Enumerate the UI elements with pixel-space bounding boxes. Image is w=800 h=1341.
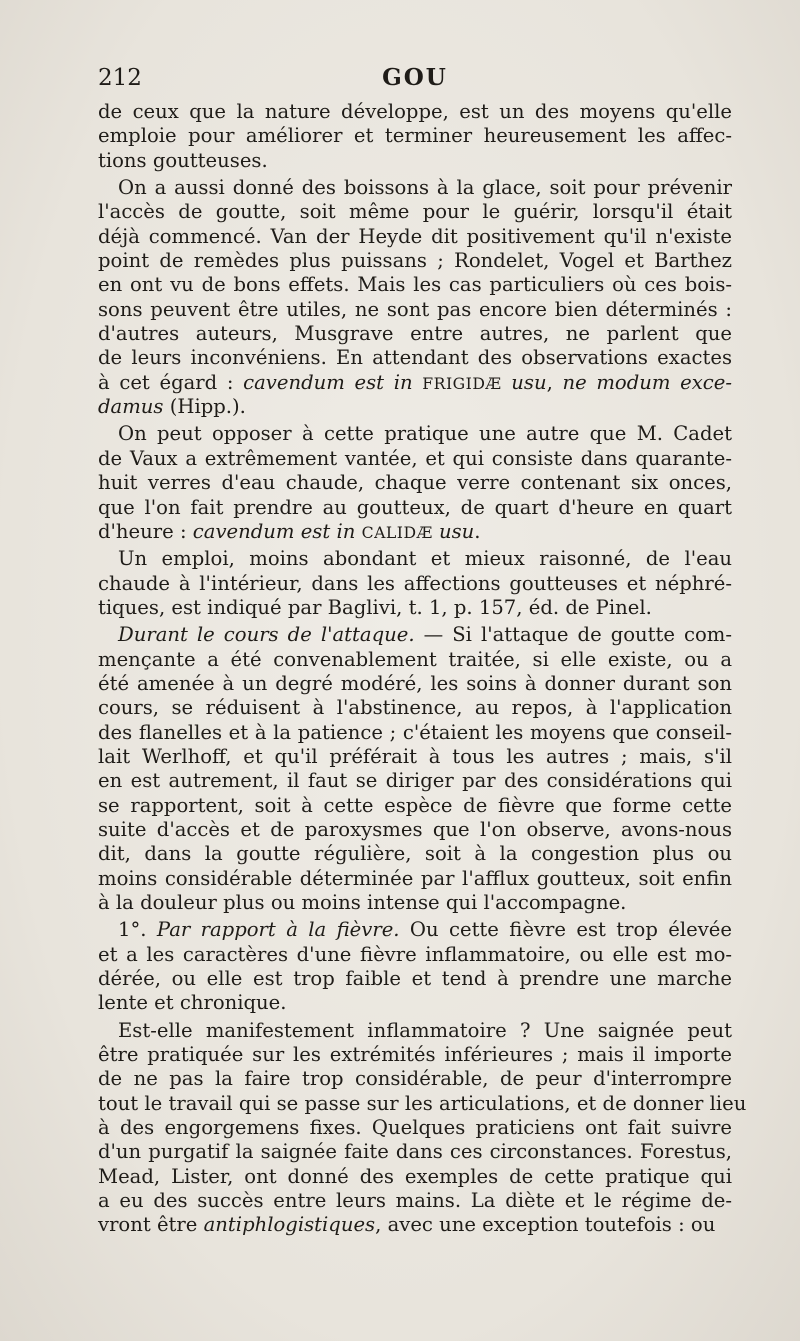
paragraph: [98, 623, 732, 915]
text-line: d'autres auteurs, Musgrave entre autres, ne parlent que: [98, 322, 732, 346]
text-line: des flanelles et à la patience ; c'étaient les moyens que conseil-: [98, 720, 732, 744]
text-line: de leurs inconvéniens. En attendant des observations exactes: [98, 346, 732, 370]
text-line: en ont vu de bons effets. Mais les cas particuliers où ces bois-: [98, 273, 732, 297]
text-line: à la douleur plus ou moins intense qui l'accompagne.: [98, 891, 627, 914]
text-line: Mead, Lister, ont donné des exemples de cette pratique qui: [98, 1164, 732, 1188]
text-line: a eu des succès entre leurs mains. La diète et le régime de-: [98, 1189, 732, 1213]
text-line: vront être antiphlogistiques, avec une exception toutefois : ou: [98, 1213, 716, 1237]
text-line: 1°. Par rapport à la fièvre. Ou cette fièvre est trop élevée: [118, 918, 732, 942]
text-line: d'heure : cavendum est in CALIDÆ usu.: [98, 519, 481, 543]
text-line: Durant le cours de l'attaque. — Si l'attaque de goutte com-: [118, 623, 732, 647]
text-line: à des engorgemens fixes. Quelques praticiens ont fait suivre: [98, 1116, 732, 1140]
text-line: On peut opposer à cette pratique une autre que M. Cadet: [118, 422, 732, 446]
text-line: déjà commencé. Van der Heyde dit positivement qu'il n'existe: [98, 224, 732, 248]
text-line: emploie pour améliorer et terminer heureusement les affec-: [98, 124, 732, 148]
text-line: été amenée à un degré modéré, les soins à donner durant son: [98, 671, 732, 695]
running-head: GOU: [382, 64, 448, 91]
text-line: d'un purgatif la saignée faite dans ces circonstances. Forestus,: [98, 1140, 732, 1164]
text-line: sons peuvent être utiles, ne sont pas encore bien déterminés :: [98, 297, 732, 321]
paragraph: [98, 1018, 747, 1238]
text-line: tions goutteuses.: [98, 148, 268, 172]
text-line: lente et chronique.: [98, 991, 287, 1015]
text-line: chaude à l'intérieur, dans les affections goutteuses et néphré-: [98, 571, 732, 595]
paragraph: [98, 918, 732, 1015]
text-line: On a aussi donné des boissons à la glace, soit pour prévenir: [118, 176, 732, 200]
text-line: de Vaux a extrêmement vantée, et qui consiste dans quarante-: [98, 446, 732, 470]
text-line: en est autrement, il faut se diriger par des considérations qui: [98, 769, 732, 793]
text-line: point de remèdes plus puissans ; Rondelet, Vogel et Barthez: [98, 249, 732, 273]
text-line: se rapportent, soit à cette espèce de fièvre que forme cette: [98, 793, 732, 817]
text-line: moins considérable déterminée par l'afflux goutteux, soit enfin: [98, 866, 732, 890]
text-line: damus (Hipp.).: [98, 395, 246, 419]
text-line: et a les caractères d'une fièvre inflammatoire, ou elle est mo-: [98, 942, 732, 966]
text-line: suite d'accès et de paroxysmes que l'on observe, avons-nous: [98, 817, 732, 841]
text-line: l'accès de goutte, soit même pour le guérir, lorsqu'il était: [98, 200, 732, 224]
text-line: dérée, ou elle est trop faible et tend à prendre une marche: [98, 967, 732, 991]
text-line: tiques, est indiqué par Baglivi, t. 1, p. 157, éd. de Pinel.: [98, 595, 652, 619]
paragraph: [98, 100, 732, 173]
text-line: être pratiquée sur les extrémités inférieures ; mais il importe: [98, 1043, 732, 1067]
paragraph: [98, 176, 732, 419]
text-line: de ceux que la nature développe, est un des moyens qu'elle: [98, 100, 732, 123]
text-line: de ne pas la faire trop considérable, de peur d'interrompre: [98, 1067, 732, 1091]
page-header: [98, 58, 732, 98]
text-line: Un emploi, moins abondant et mieux raisonné, de l'eau: [118, 547, 732, 571]
text-line: mençante a été convenablement traitée, si elle existe, ou a: [98, 647, 732, 671]
text-line: huit verres d'eau chaude, chaque verre contenant six onces,: [98, 471, 732, 495]
text-line: que l'on fait prendre au goutteux, de quart d'heure en quart: [98, 495, 732, 519]
page-number: 212: [98, 65, 142, 91]
paragraph: [98, 547, 732, 620]
text-line: lait Werlhoff, et qu'il préférait à tous les autres ; mais, s'il: [98, 744, 732, 768]
paragraph: [98, 422, 732, 544]
text-line: à cet égard : cavendum est in FRIGIDÆ usu, ne modum exce-: [98, 370, 732, 394]
text-line: Est-elle manifestement inflammatoire ? Une saignée peut: [118, 1018, 732, 1042]
text-line: cours, se réduisent à l'abstinence, au repos, à l'application: [98, 696, 732, 720]
body-text: [98, 100, 747, 1238]
text-line: tout le travail qui se passe sur les articulations, et de donner lieu: [98, 1091, 747, 1115]
text-line: dit, dans la goutte régulière, soit à la congestion plus ou: [98, 842, 732, 866]
